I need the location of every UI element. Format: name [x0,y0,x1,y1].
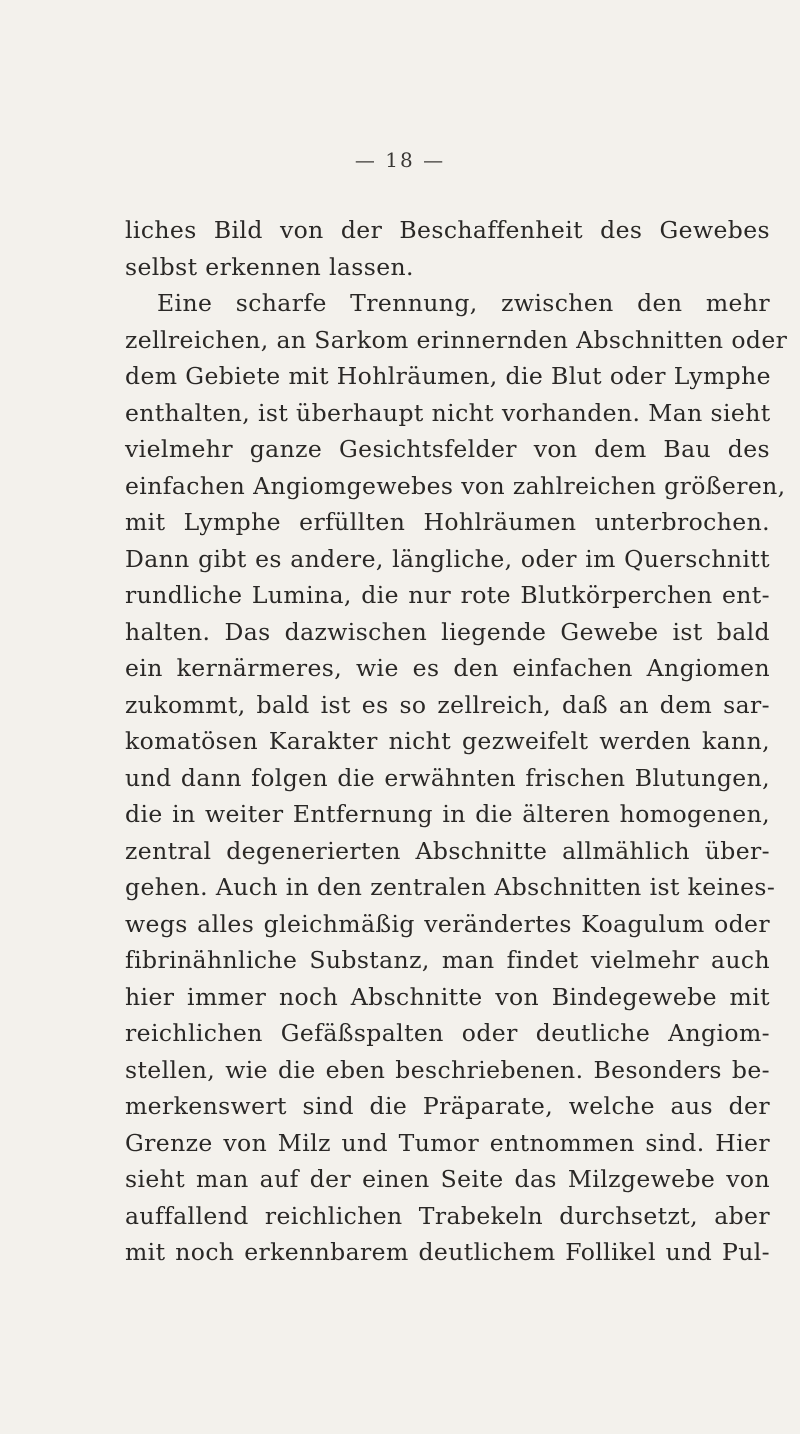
text-line: vielmehr ganze Gesichtsfelder von dem Bau des [125,435,770,463]
text-line: enthalten, ist überhaupt nicht vorhanden. Man sieht [125,398,771,427]
text-line: gehen. Auch in den zentralen Abschnitten ist keines- [125,873,776,901]
text-line: dem Gebiete mit Hohlräumen, die Blut oder Lymphe [125,362,771,390]
text-line: zukommt, bald ist es so zellreich, daß an dem sar- [125,690,770,719]
text-line: stellen, wie die eben beschriebenen. Besonders be- [125,1055,770,1084]
text-line: mit noch erkennbarem deutlichem Follikel und Pul- [125,1238,770,1266]
text-line: mit Lymphe erfüllten Hohlräumen unterbrochen. [125,508,770,536]
text-line: liches Bild von der Beschaffenheit des Gewebes [125,216,770,244]
text-line: hier immer noch Abschnitte von Bindegewebe mit [125,982,770,1011]
text-line: komatösen Karakter nicht gezweifelt werden kann, [125,727,770,755]
text-line: auffallend reichlichen Trabekeln durchsetzt, aber [125,1201,770,1230]
text-line: wegs alles gleichmäßig verändertes Koagulum oder [125,909,770,938]
text-line: und dann folgen die erwähnten frischen Blutungen, [125,763,770,792]
text-line: zellreichen, an Sarkom erinnernden Abschnitten oder [125,325,788,354]
text-line: reichlichen Gefäßspalten oder deutliche Angiom- [125,1019,770,1047]
text-line: selbst erkennen lassen. [125,252,414,281]
text-line: ein kernärmeres, wie es den einfachen Angiomen [125,654,770,682]
text-line: die in weiter Entfernung in die älteren homogenen, [125,800,770,828]
text-line: sieht man auf der einen Seite das Milzgewebe von [125,1165,770,1193]
text-line: zentral degenerierten Abschnitte allmählich über- [125,836,770,865]
text-line: fibrinähnliche Substanz, man findet vielmehr auch [125,946,770,974]
text-line: Eine scharfe Trennung, zwischen den mehr [157,289,770,317]
text-line: merkenswert sind die Präparate, welche aus der [125,1092,770,1120]
body-text [125,212,788,1271]
text-line: Grenze von Milz und Tumor entnommen sind. Hier [125,1128,770,1157]
text-line: Dann gibt es andere, längliche, oder im Querschnitt [125,544,770,573]
text-line: halten. Das dazwischen liegende Gewebe ist bald [125,617,770,646]
text-line: rundliche Lumina, die nur rote Blutkörperchen ent- [125,581,770,609]
page-number: — 18 — [354,148,446,172]
text-line: einfachen Angiomgewebes von zahlreichen größeren, [125,471,786,500]
